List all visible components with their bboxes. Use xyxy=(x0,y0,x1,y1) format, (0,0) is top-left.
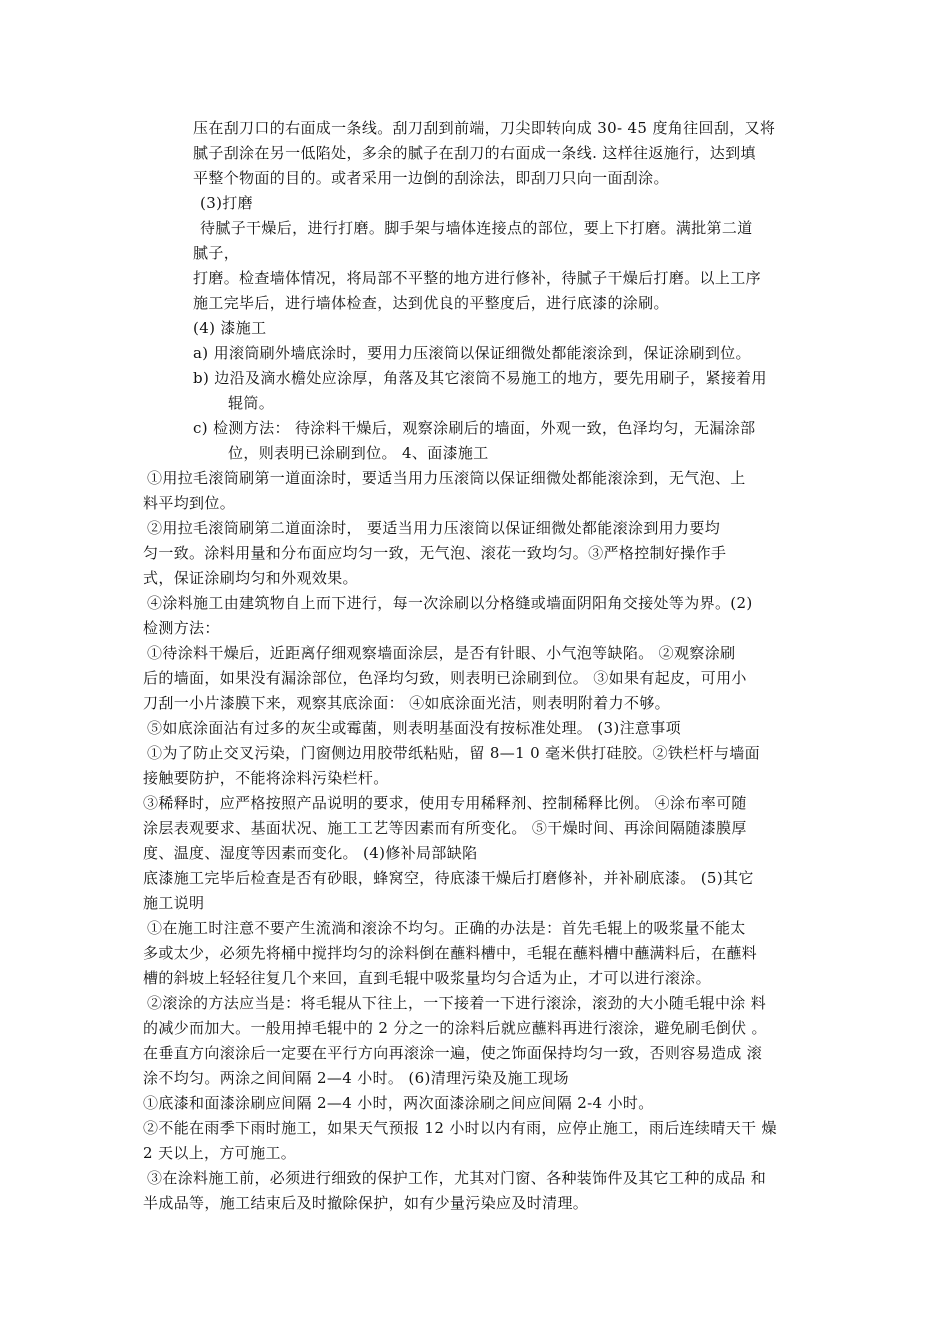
text-line: 后的墙面，如果没有漏涂部位，色泽均匀致，则表明已涂刷到位。 ③如果有起皮，可用小 xyxy=(143,669,747,687)
text-line: 刀刮一小片漆膜下来，观察其底涂面： ④如底涂面光洁，则表明附着力不够。 xyxy=(143,694,671,712)
text-line: 料平均到位。 xyxy=(143,494,236,512)
text-line: ③在涂料施工前，必须进行细致的保护工作，尤其对门窗、各种装饰件及其它工种的成品 和 xyxy=(147,1169,767,1187)
text-line: 施工说明 xyxy=(143,894,205,912)
text-line: 检测方法： xyxy=(143,619,220,637)
text-line: ①在施工时注意不要产生流淌和滚涂不均匀。正确的办法是：首先毛辊上的吸浆量不能太 xyxy=(147,919,746,937)
text-line: ④涂料施工由建筑物自上而下进行，每一次涂刷以分格缝或墙面阴阳角交接处等为界。(2) xyxy=(147,594,753,612)
text-line: 多或太少，必须先将桶中搅拌均匀的涂料倒在蘸料槽中，毛辊在蘸料槽中蘸满料后，在蘸料 xyxy=(143,944,758,962)
text-line: c) 检测方法： 待涂料干燥后，观察涂刷后的墙面，外观一致，色泽均匀，无漏涂部 xyxy=(193,419,756,437)
text-line: 2 天以上，方可施工。 xyxy=(143,1144,297,1162)
text-line: 半成品等，施工结束后及时撤除保护，如有少量污染应及时清理。 xyxy=(143,1194,589,1212)
text-line: ②不能在雨季下雨时施工，如果天气预报 12 小时以内有雨，应停止施工，雨后连续晴天干 燥 xyxy=(143,1119,777,1137)
text-line: a) 用滚筒刷外墙底涂时，要用力压滚筒以保证细微处都能滚涂到，保证涂刷到位。 xyxy=(193,344,751,362)
text-line: 施工完毕后，进行墙体检查，达到优良的平整度后，进行底漆的涂刷。 xyxy=(193,294,669,312)
text-line: 平整个物面的目的。或者采用一边倒的刮涂法，即刮刀只向一面刮涂。 xyxy=(193,169,669,187)
text-line: ②滚涂的方法应当是：将毛辊从下往上，一下接着一下进行滚涂，滚劲的大小随毛辊中涂 料 xyxy=(147,994,767,1012)
text-line: ③稀释时，应严格按照产品说明的要求，使用专用稀释剂、控制稀释比例。 ④涂布率可随 xyxy=(143,794,747,812)
text-line: 涂层表观要求、基面状况、施工工艺等因素而有所变化。 ⑤干燥时间、再涂间隔随漆膜厚 xyxy=(143,819,747,837)
text-line: 底漆施工完毕后检查是否有砂眼，蜂窝空，待底漆干燥后打磨修补，并补刷底漆。 (5)其它 xyxy=(143,869,754,887)
text-line: 度、温度、湿度等因素而变化。 (4)修补局部缺陷 xyxy=(143,844,478,862)
text-line: 在垂直方向滚涂后一定要在平行方向再滚涂一遍，使之饰面保持均匀一致，否则容易造成 滚 xyxy=(143,1044,763,1062)
text-line: 压在刮刀口的右面成一条线。刮刀刮到前端，刀尖即转向成 30- 45 度角往回刮，又将 xyxy=(193,119,776,137)
text-line: ②用拉毛滚筒刷第二道面涂时， 要适当用力压滚筒以保证细微处都能滚涂到用力要均 xyxy=(147,519,721,537)
text-line: 涂不均匀。两涂之间间隔 2—4 小时。 (6)清理污染及施工现场 xyxy=(143,1069,569,1087)
text-line: 腻子刮涂在另一低陷处，多余的腻子在刮刀的右面成一条线. 这样往返施行，达到填 xyxy=(193,144,756,162)
text-line: ①用拉毛滚筒刷第一道面涂时，要适当用力压滚筒以保证细微处都能滚涂到，无气泡、上 xyxy=(147,469,746,487)
text-line: 匀一致。涂料用量和分布面应均匀一致，无气泡、滚花一致均匀。③严格控制好操作手 xyxy=(143,544,727,562)
text-line: ⑤如底涂面沾有过多的灰尘或霉菌，则表明基面没有按标准处理。 (3)注意事项 xyxy=(147,719,681,737)
section-heading: (3)打磨 xyxy=(200,194,253,212)
text-line: 腻子， xyxy=(193,244,240,262)
text-line: 的减少而加大。一般用掉毛辊中的 2 分之一的涂料后就应蘸料再进行滚涂，避免刷毛倒伏 。 xyxy=(143,1019,767,1037)
text-line: 式，保证涂刷均匀和外观效果。 xyxy=(143,569,358,587)
text-line: ①底漆和面漆涂刷应间隔 2—4 小时，两次面漆涂刷之间应间隔 2-4 小时。 xyxy=(143,1094,654,1112)
text-line: 接触要防护，不能将涂料污染栏杆。 xyxy=(143,769,389,787)
text-line: 辊筒。 xyxy=(228,394,275,412)
text-line: 待腻子干燥后，进行打磨。脚手架与墙体连接点的部位，要上下打磨。满批第二道 xyxy=(200,219,753,237)
text-line: ①为了防止交叉污染，门窗侧边用胶带纸粘贴，留 8—1 0 毫米供打硅胶。②铁栏杆与墙面 xyxy=(147,744,760,762)
text-line: 位，则表明已涂刷到位。 4、面漆施工 xyxy=(228,444,489,462)
text-line: ①待涂料干燥后，近距离仔细观察墙面涂层，是否有针眼、小气泡等缺陷。 ②观察涂刷 xyxy=(147,644,736,662)
text-line: b) 边沿及滴水檐处应涂厚，角落及其它滚筒不易施工的地方，要先用刷子，紧接着用 xyxy=(193,369,767,387)
text-line: 槽的斜坡上轻轻往复几个来回，直到毛辊中吸浆量均匀合适为止，才可以进行滚涂。 xyxy=(143,969,711,987)
text-line: 打磨。检查墙体情况，将局部不平整的地方进行修补，待腻子干燥后打磨。以上工序 xyxy=(193,269,761,287)
section-heading: (4) 漆施工 xyxy=(193,319,267,337)
